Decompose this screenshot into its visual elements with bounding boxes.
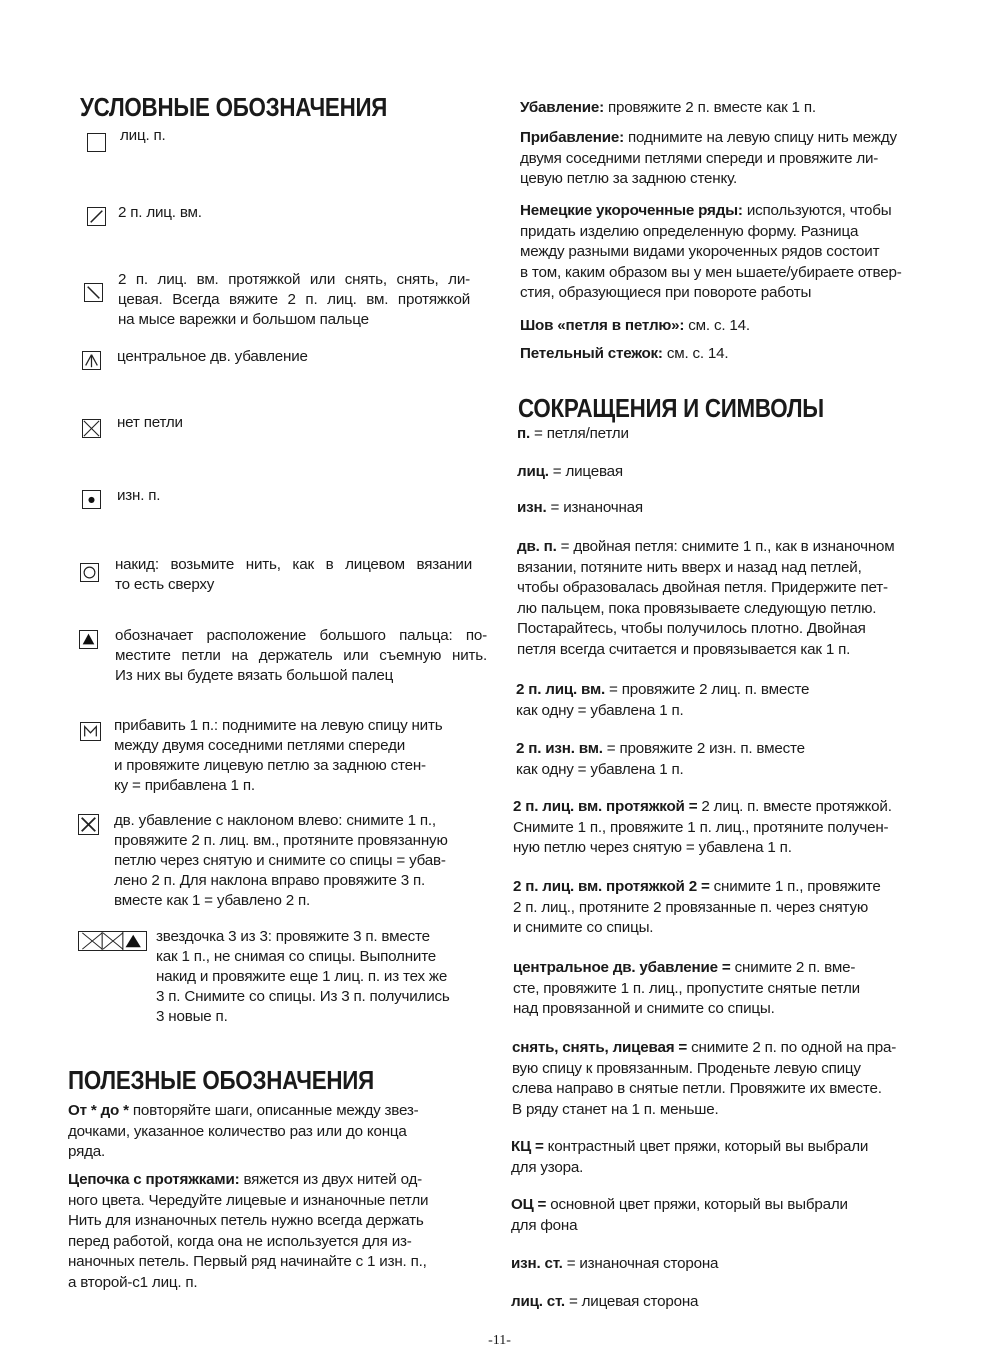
definition-line: В ряду станет на 1 п. меньше. xyxy=(512,1100,719,1118)
legend-text: центральное дв. убавление xyxy=(117,348,308,365)
definition-line: ного цвета. Чередуйте лицевые и изнаночные петли xyxy=(68,1191,429,1209)
dot-square-icon xyxy=(82,490,101,509)
legend-text xyxy=(114,811,448,911)
slash-right-square-icon xyxy=(87,207,106,226)
legend-line: цевая. Всегда вяжите 2 п. лиц. вм. протяжкой xyxy=(118,291,470,308)
term: снять, снять, лицевая = xyxy=(512,1039,688,1056)
legend-line: местите петли на держатель или съемную нить. xyxy=(115,647,487,664)
definition-line: контрастный цвет пряжи, который вы выбрали xyxy=(543,1138,869,1155)
abbr-item xyxy=(517,462,623,483)
definition-line: для узора. xyxy=(511,1158,584,1176)
definition-line: снимите 2 п. вме- xyxy=(730,959,856,976)
term: изн. ст. xyxy=(511,1255,563,1272)
definition-line: поднимите на левую спицу нить между xyxy=(624,129,897,146)
legend-text: нет петли xyxy=(117,414,183,431)
legend-line: лено 2 п. Для наклона вправо провяжите 3 п. xyxy=(114,872,426,889)
legend-text: 2 п. лиц. вм. xyxy=(118,204,202,221)
legend-line: звездочка 3 из 3: провяжите 3 п. вместе xyxy=(156,928,430,945)
definition-line: а второй-с1 лиц. п. xyxy=(68,1273,198,1291)
legend-text xyxy=(115,555,472,595)
page-number: -11- xyxy=(488,1333,511,1348)
definition-line: основной цвет пряжи, который вы выбрали xyxy=(546,1196,848,1213)
definition-line: вую спицу к провязанным. Проденьте левую спицу xyxy=(512,1059,861,1077)
term: Немецкие укороченные ряды: xyxy=(520,202,743,219)
definition-line: Нить для изнаночных петель нужно всегда держать xyxy=(68,1212,424,1229)
definition-line: = изнаночная xyxy=(546,499,643,516)
definition-line: между разными видами укороченных рядов состоит xyxy=(520,243,880,260)
term: 2 п. лиц. вм. протяжкой 2 = xyxy=(513,878,710,895)
definition-line: вязании, потяните нить вверх и назад над петлей, xyxy=(517,558,862,576)
term: лиц. ст. xyxy=(511,1293,565,1310)
abbr-item xyxy=(511,1254,718,1275)
abbr-item xyxy=(513,797,892,859)
abbr-item xyxy=(513,877,881,939)
definition-line: перед работой, когда она не используется для из- xyxy=(68,1232,412,1250)
legend-line: то есть сверху xyxy=(115,576,215,593)
abbr-item xyxy=(517,498,643,519)
slash-left-square-icon xyxy=(84,283,103,302)
abbr-heading: СОКРАЩЕНИЯ И СИМВОЛЫ xyxy=(518,393,824,423)
term: 2 п. лиц. вм. протяжкой = xyxy=(513,798,698,815)
legend-line: Из них вы будете вязать большой палец xyxy=(115,667,394,684)
legend-text xyxy=(156,927,450,1027)
definition-line: двумя соседними петлями спереди и провяжите ли- xyxy=(520,149,879,167)
definition-line: = лицевая xyxy=(548,463,623,480)
term: лиц. xyxy=(517,463,549,480)
definition-line: см. с. 14. xyxy=(662,345,729,362)
abbr-item xyxy=(511,1195,848,1236)
legend-line: петлю через снятую и снимите со спицы = убав- xyxy=(114,852,446,869)
definition-line: наночных петель. Первый ряд начинайте с 1 изн. п., xyxy=(68,1253,427,1270)
definition-line: = двойная петля: снимите 1 п., как в изнаночном xyxy=(556,538,895,555)
legend-line: вместе как 1 = убавлено 2 п. xyxy=(114,892,311,909)
definition-line: 2 п. лиц., протяните 2 провязанные п. через снятую xyxy=(513,898,869,916)
definition-line: Снимите 1 п., провяжите 1 п. лиц., протяните получен- xyxy=(513,818,889,836)
term: Цепочка с протяжками: xyxy=(68,1171,240,1188)
definition-line: цевую петлю за заднюю стенку. xyxy=(520,170,737,187)
definition-line: = петля/петли xyxy=(530,425,629,442)
legend-line: на мысе варежки и большом пальце xyxy=(118,311,369,328)
definition-line: слева направо в снятые петли. Провяжите их вместе. xyxy=(512,1080,882,1097)
legend-line: накид и провяжите еще 1 лиц. п. из тех же xyxy=(156,968,448,985)
legend-text xyxy=(114,716,442,796)
definition-line: = лицевая сторона xyxy=(564,1293,699,1310)
definition-line: дочками, указанное количество раз или до конца xyxy=(68,1122,407,1140)
definition-line: как одну = убавлена 1 п. xyxy=(516,701,684,719)
item-decrease xyxy=(520,98,816,119)
legend-line: как 1 п., не снимая со спицы. Выполните xyxy=(156,948,437,965)
legend-text xyxy=(118,270,470,330)
term: Убавление: xyxy=(520,99,604,116)
definition-line: ряда. xyxy=(68,1143,106,1160)
legend-line: накид: возьмите нить, как в лицевом вязании xyxy=(115,556,472,573)
legend-text: изн. п. xyxy=(117,487,161,504)
term: центральное дв. убавление = xyxy=(513,959,731,976)
triangle-square-icon xyxy=(79,630,98,649)
legend-line: 3 п. Снимите со спицы. Из 3 п. получились xyxy=(156,988,450,1005)
definition-line: чтобы образовалась двойная петля. Придержите пет- xyxy=(517,579,888,596)
term: КЦ = xyxy=(511,1138,544,1155)
legend-line: дв. убавление с наклоном влево: снимите 1 п., xyxy=(114,812,436,829)
definition-line: провяжите 2 п. вместе как 1 п. xyxy=(603,99,816,116)
term: ОЦ = xyxy=(511,1196,547,1213)
abbr-item xyxy=(511,1137,868,1178)
term: Шов «петля в петлю»: xyxy=(520,317,685,334)
term: дв. п. xyxy=(517,538,557,555)
definition-line: = изнаночная сторона xyxy=(562,1255,719,1272)
no-stitch-icon xyxy=(82,419,101,438)
definition-line: над провязанной и снимите со спицы. xyxy=(513,1000,775,1017)
term: изн. xyxy=(517,499,547,516)
definition-line: Постарайтесь, чтобы получилось плотно. Двойная xyxy=(517,620,866,637)
useful-item-repeat xyxy=(68,1101,419,1163)
abbr-item xyxy=(513,958,860,1020)
definition-line: как одну = убавлена 1 п. xyxy=(516,760,684,778)
term: Прибавление: xyxy=(520,129,625,146)
central-decrease-icon xyxy=(82,351,101,370)
item-increase xyxy=(520,128,897,190)
definition-line: вяжется из двух нитей од- xyxy=(239,1171,423,1188)
legend-line: 2 п. лиц. вм. протяжкой или снять, снять, ли- xyxy=(118,271,470,288)
definition-line: петля всегда считается и провязывается как 1 п. xyxy=(517,640,851,658)
term: п. xyxy=(517,425,530,442)
definition-line: см. с. 14. xyxy=(684,317,750,334)
definition-line: = провяжите 2 изн. п. вместе xyxy=(602,740,805,757)
definition-line: стия, образующиеся при повороте работы xyxy=(520,284,812,301)
legend-line: обозначает расположение большого пальца: по- xyxy=(115,627,487,644)
double-decrease-icon xyxy=(78,814,99,835)
legend-line: прибавить 1 п.: поднимите на левую спицу нить xyxy=(114,717,443,734)
legend-line: и провяжите лицевую петлю за заднюю стен- xyxy=(114,757,426,774)
circle-square-icon xyxy=(80,563,99,582)
item-kitchener xyxy=(520,316,750,337)
legend-line: провяжите 2 п. лиц. вм., протяните провязанную xyxy=(114,832,448,849)
m-square-icon xyxy=(80,722,101,741)
term: 2 п. изн. вм. xyxy=(516,740,603,757)
legend-line: 3 новые п. xyxy=(156,1008,228,1025)
definition-line: и снимите со спицы. xyxy=(513,919,654,936)
definition-line: 2 лиц. п. вместе протяжкой. xyxy=(697,798,892,815)
definition-line: = провяжите 2 лиц. п. вместе xyxy=(605,681,810,698)
definition-line: ную петлю через снятую = убавлена 1 п. xyxy=(513,839,792,856)
legend-text xyxy=(115,626,487,686)
useful-heading: ПОЛЕЗНЫЕ ОБОЗНАЧЕНИЯ xyxy=(68,1065,374,1095)
term: От * до * xyxy=(68,1102,129,1119)
definition-line: для фона xyxy=(511,1216,578,1234)
legend-line: между двумя соседними петлями спереди xyxy=(114,737,406,754)
definition-line: в том, каким образом вы у мен ьшаете/убираете отвер- xyxy=(520,263,902,281)
abbr-item xyxy=(511,1292,698,1313)
item-short-rows xyxy=(520,201,902,304)
empty-square-icon xyxy=(87,133,106,152)
item-blanket-stitch xyxy=(520,344,728,365)
legend-line: ку = прибавлена 1 п. xyxy=(114,777,255,794)
definition-line: снимите 2 п. по одной на пра- xyxy=(687,1039,897,1056)
term: 2 п. лиц. вм. xyxy=(516,681,606,698)
abbr-item xyxy=(512,1038,896,1120)
legend-text: лиц. п. xyxy=(120,127,166,144)
legend-heading: УСЛОВНЫЕ ОБОЗНАЧЕНИЯ xyxy=(80,92,388,122)
definition-line: придать изделию определенную форму. Разница xyxy=(520,222,859,240)
definition-line: лю пальцем, пока провязываете следующую петлю. xyxy=(517,599,877,617)
star-stitch-icon xyxy=(78,931,147,951)
useful-item-chain xyxy=(68,1170,428,1293)
abbr-item xyxy=(516,739,805,780)
definition-line: повторяйте шаги, описанные между звез- xyxy=(128,1102,419,1119)
abbr-item xyxy=(517,424,629,445)
definition-line: снимите 1 п., провяжите xyxy=(709,878,881,895)
abbr-item xyxy=(516,680,809,721)
term: Петельный стежок: xyxy=(520,345,663,362)
abbr-item xyxy=(517,537,895,660)
definition-line: используются, чтобы xyxy=(742,202,892,219)
definition-line: сте, провяжите 1 п. лиц., пропустите снятые петли xyxy=(513,979,860,997)
